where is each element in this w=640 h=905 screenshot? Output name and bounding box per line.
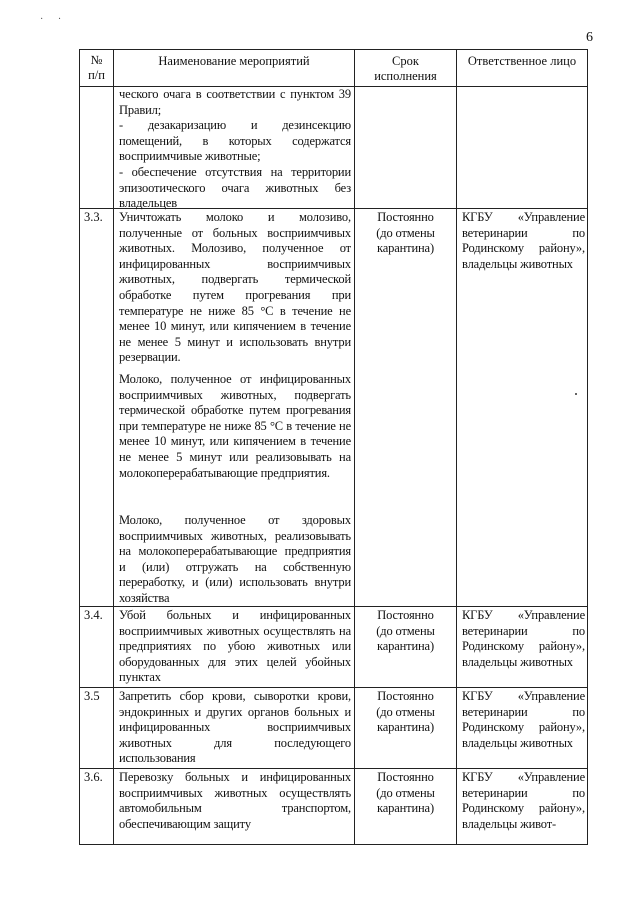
term-cell: Постоянно (до отмены карантина)	[376, 770, 435, 816]
header-responsible: Ответственное лицо	[467, 54, 577, 68]
responsible-cell: КГБУ «Управление ветеринарии по Родинскому району», владельцы живот-	[462, 770, 585, 831]
header-term: Срок исполнения	[374, 54, 437, 83]
term-cell: Постоянно (до отмены карантина)	[376, 210, 435, 256]
header-name: Наименование мероприятий	[158, 54, 310, 68]
row-number: 3.5	[84, 689, 100, 703]
table-cell-text: Запретить сбор крови, сыворотки крови, эндокринных и других органов больных и инфицированных восприимчивых животных для последующего использования	[119, 689, 351, 766]
table-cell-text: Молоко, полученное от инфицированных восприимчивых животных, подвергать термической обработке путем прогревания при температуре не ниже 85 °С в течение не менее 10 минут, или кипячением в течение не менее 5 минут или реализовывать на молокоперерабатывающие предприятия.	[119, 372, 351, 480]
table-cell-text: Молоко, полученное от здоровых восприимчивых животных, реализовывать на молокоперерабатывающие предприятия и (или) отгружать на собственную переработку, и (или) использовать внутри хозяйства	[119, 513, 351, 605]
col-divider	[113, 50, 114, 844]
col-divider	[354, 50, 355, 844]
responsible-cell: КГБУ «Управление ветеринарии по Родинскому району», владельцы животных	[462, 608, 585, 669]
row-number: 3.6.	[84, 770, 103, 784]
scan-corner-mark: · ·	[40, 14, 68, 25]
page-number: 6	[586, 30, 593, 45]
table-cell-text: ческого очага в соответствии с пунктом 39 Правил; - дезакаризацию и дезинсекцию помещений, в которых содержатся восприимчивые животные; - обеспечение отсутствия на территории эпизоотического очага животных без владельцев	[119, 87, 351, 211]
row-divider	[80, 768, 587, 769]
row-number: 3.4.	[84, 608, 103, 622]
responsible-cell: КГБУ «Управление ветеринарии по Родинскому району», владельцы животных	[462, 689, 585, 750]
table-cell-text: Уничтожать молоко и молозиво, полученные от больных восприимчивых животных. Молозиво, полученное от инфицированных восприимчивых животных, подвергать термической обработке путем прогревания при температуре не ниже 85 °С в течение не менее 10 минут, или кипячением в течение не менее 5 минут и использовать внутри резервации.	[119, 210, 351, 365]
measures-table	[79, 49, 588, 845]
term-cell: Постоянно (до отмены карантина)	[376, 689, 435, 735]
table-cell-text: Перевозку больных и инфицированных восприимчивых животных осуществлять автомобильным транспортом, обеспечивающим защиту	[119, 770, 351, 831]
col-divider	[456, 50, 457, 844]
row-number: 3.3.	[84, 210, 103, 224]
row-divider	[80, 687, 587, 688]
header-num: № п/п	[88, 53, 105, 82]
table-cell-text: Убой больных и инфицированных восприимчивых животных осуществлять на предприятиях по убою животных или оборудованных для этих целей убойных пунктах	[119, 608, 351, 685]
responsible-cell: КГБУ «Управление ветеринарии по Родинскому району», владельцы животных	[462, 210, 585, 271]
term-cell: Постоянно (до отмены карантина)	[376, 608, 435, 654]
